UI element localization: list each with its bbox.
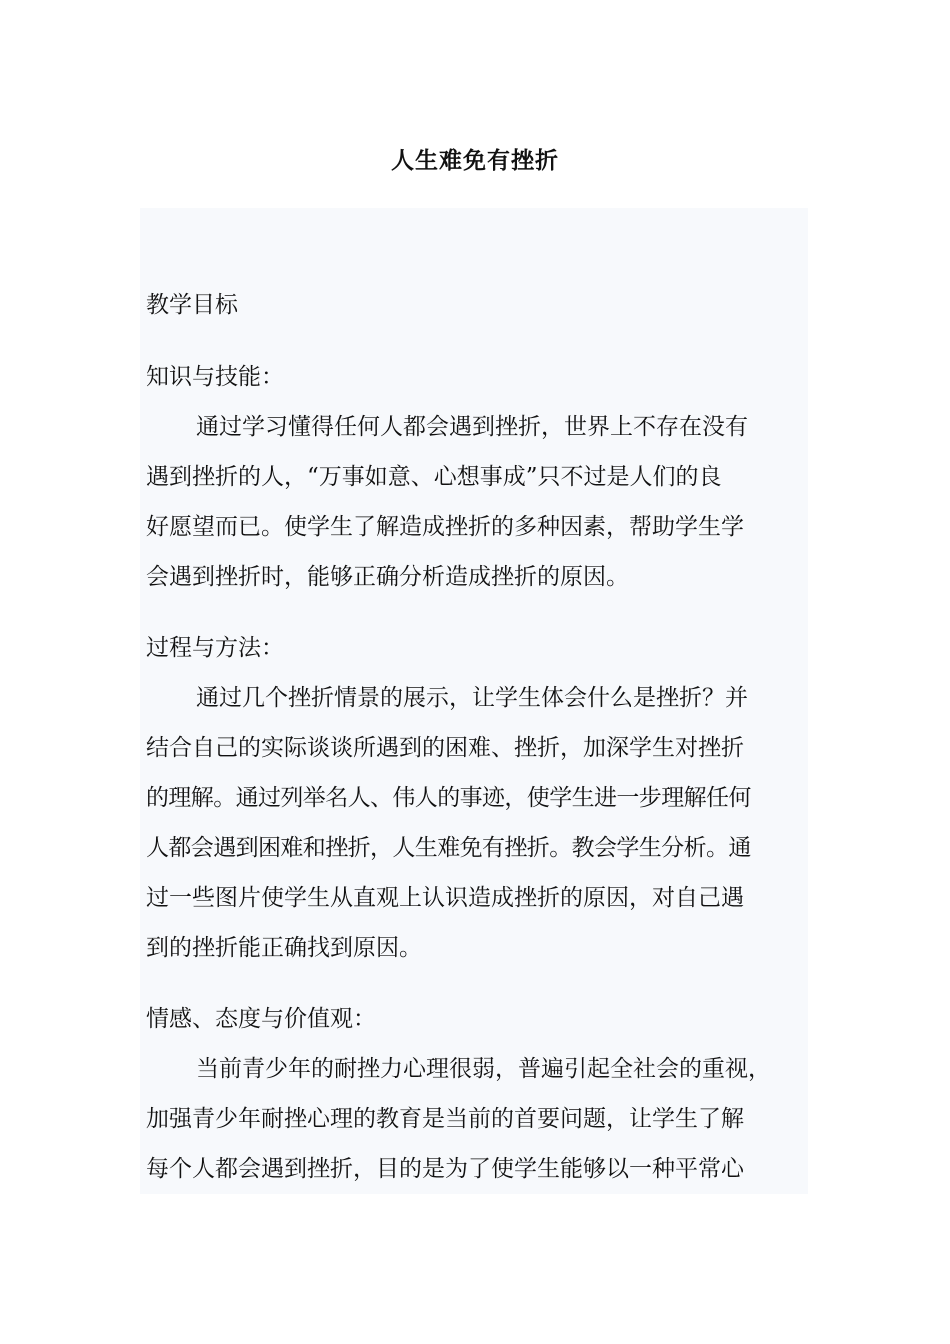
paragraph-line: 结合自己的实际谈谈所遇到的困难、挫折，加深学生对挫折 — [146, 735, 744, 761]
paragraph-line: 过一些图片使学生从直观上认识造成挫折的原因，对自己遇 — [146, 885, 744, 911]
subheading-emotion-values: 情感、态度与价值观： — [146, 1006, 376, 1032]
paragraph-line: 好愿望而已。使学生了解造成挫折的多种因素，帮助学生学 — [146, 514, 744, 540]
paragraph-line: 人都会遇到困难和挫折，人生难免有挫折。教会学生分析。通 — [146, 835, 751, 861]
subheading-process-methods: 过程与方法： — [146, 635, 284, 661]
paragraph-line: 每个人都会遇到挫折，目的是为了使学生能够以一种平常心 — [146, 1156, 744, 1182]
paragraph-line: 会遇到挫折时，能够正确分析造成挫折的原因。 — [146, 564, 629, 590]
section-heading-teaching-goals: 教学目标 — [146, 292, 238, 318]
paragraph-line: 通过几个挫折情景的展示，让学生体会什么是挫折？并 — [196, 685, 748, 711]
subheading-knowledge-skills: 知识与技能： — [146, 364, 284, 390]
paragraph-line: 遇到挫折的人，“万事如意、心想事成”只不过是人们的良 — [146, 464, 722, 490]
paragraph-line: 加强青少年耐挫心理的教育是当前的首要问题，让学生了解 — [146, 1106, 744, 1132]
paragraph-line: 通过学习懂得任何人都会遇到挫折，世界上不存在没有 — [196, 414, 748, 440]
paragraph-line: 的理解。通过列举名人、伟人的事迹，使学生进一步理解任何 — [146, 785, 751, 811]
document-title: 人生难免有挫折 — [391, 147, 559, 174]
paragraph-line: 到的挫折能正确找到原因。 — [146, 935, 422, 961]
paragraph-line: 当前青少年的耐挫力心理很弱，普遍引起全社会的重视， — [196, 1056, 771, 1082]
